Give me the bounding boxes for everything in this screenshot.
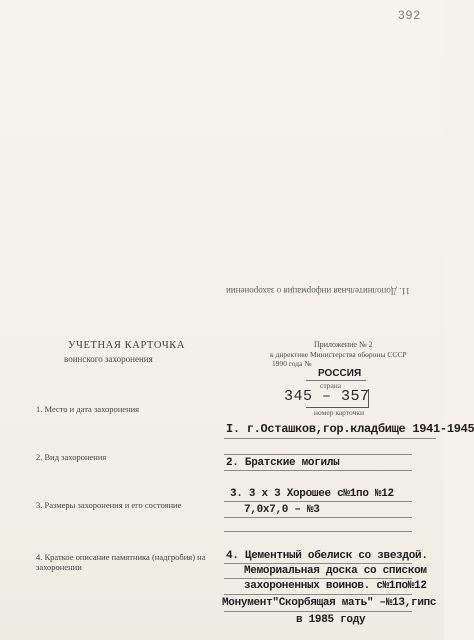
country-value: РОССИЯ	[318, 368, 362, 379]
field-rule	[224, 470, 412, 471]
field-rule	[224, 438, 436, 439]
field-rule	[224, 611, 412, 612]
field-rule	[224, 531, 412, 532]
field-value-burial-type: 2. Братские могилы	[226, 457, 340, 469]
field-rule	[224, 501, 412, 502]
field-value-monument-line-2: Мемориальная доска со списком	[244, 565, 427, 577]
card-number-value: 345 – 357	[284, 388, 370, 405]
field-value-size-condition-line-1: 3. 3 х 3 Хорошее с№1по №12	[230, 488, 394, 500]
field-value-size-condition-line-2: 7,0х7,0 – №3	[244, 504, 320, 516]
flipped-additional-info-note: 11. Дополнительная информация о захоронении	[226, 286, 411, 296]
field-value-monument-line-1: 4. Цементный обелиск со звездой.	[226, 550, 428, 562]
field-label-place-date: 1. Место и дата захоронения	[36, 404, 140, 414]
field-label-size-condition: 3. Размеры захоронения и его состояние	[36, 500, 182, 510]
directive-line-1: к директиве Министерства обороны СССР	[270, 350, 407, 359]
field-rule	[224, 578, 412, 579]
country-caption: страна	[320, 381, 342, 390]
field-label-monument-description: 4. Краткое описание памятника (надгробия) на	[36, 552, 206, 562]
card-number-caption: номер карточки	[314, 408, 364, 417]
field-label-monument-description-cont: захоронении	[36, 562, 82, 572]
field-value-place-date: I. г.Осташков,гор.кладбище 1941-1945	[226, 422, 474, 436]
field-value-monument-line-4: Монумент"Скорбящая мать" –№13,гипс	[222, 597, 437, 609]
card-title: УЧЕТНАЯ КАРТОЧКА	[68, 340, 186, 351]
field-value-monument-line-3: захороненных воинов. с№1по№12	[244, 580, 427, 592]
field-label-burial-type: 2. Вид захоронения	[36, 452, 107, 462]
field-rule	[224, 563, 412, 564]
page-number: 392	[398, 8, 422, 22]
field-value-monument-line-5: в 1985 году	[296, 614, 366, 626]
field-rule	[224, 454, 412, 455]
directive-line-2: 1990 года №	[272, 359, 312, 368]
appendix-label: Приложение № 2	[314, 340, 373, 349]
field-rule	[224, 517, 412, 518]
field-rule	[224, 594, 412, 595]
card-subtitle: воинского захоронения	[64, 354, 153, 364]
